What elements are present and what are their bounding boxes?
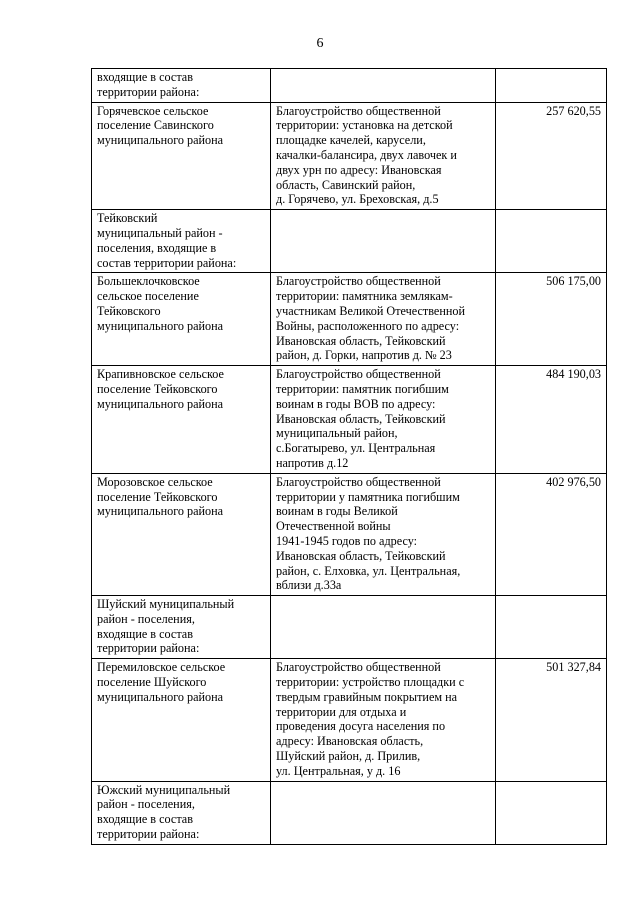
text-line: воинам в годы ВОВ по адресу: — [276, 396, 436, 411]
text-line: Ивановская область, Тейковский — [276, 411, 446, 426]
text-line: Ивановская область, Тейковский — [276, 333, 446, 348]
text-line: район, д. Горки, напротив д. № 23 — [276, 348, 452, 363]
text-line: муниципальный район, — [276, 426, 398, 441]
description-cell — [271, 366, 496, 474]
amount-cell — [496, 69, 607, 103]
text-line: Большеклочковское — [97, 274, 200, 289]
text-line: Южский муниципальный — [97, 782, 231, 797]
text-line: район - поселения, — [97, 797, 195, 812]
text-line: поселение Шуйского — [97, 675, 207, 690]
text-line: Ивановская область, Тейковский — [276, 548, 446, 563]
text-line: состав территории района: — [97, 255, 237, 270]
description-cell — [271, 102, 496, 210]
table-row — [92, 210, 607, 273]
text-line: напротив д.12 — [276, 455, 349, 470]
text-line: проведения досуга населения по — [276, 719, 446, 734]
text-line: Благоустройство общественной — [276, 103, 441, 118]
text-line: область, Савинский район, — [276, 177, 416, 192]
text-line: входящие в состав — [97, 812, 193, 827]
amount-cell: 484 190,03 — [496, 366, 607, 474]
text-line: качалки-балансира, двух лавочек и — [276, 147, 457, 162]
text-line: территории района: — [97, 84, 200, 99]
page-number: 6 — [316, 36, 324, 51]
amount-cell — [496, 210, 607, 273]
description-cell — [271, 781, 496, 844]
text-line: муниципального района — [97, 396, 224, 411]
text-line: Благоустройство общественной — [276, 367, 441, 382]
table-row — [92, 473, 607, 595]
table-row — [92, 366, 607, 474]
text-line: Шуйский муниципальный — [97, 597, 235, 612]
text-line: воинам в годы Великой — [276, 504, 398, 519]
text-line: муниципального района — [97, 318, 224, 333]
territory-cell — [92, 102, 271, 210]
text-line: вблизи д.33а — [276, 578, 342, 593]
text-line: Горячевское сельское — [97, 103, 209, 118]
description-cell — [271, 69, 496, 103]
text-line: территории: памятник погибшим — [276, 381, 449, 396]
description-cell — [271, 273, 496, 366]
text-line: входящие в состав — [97, 70, 193, 84]
text-line: территории района: — [97, 827, 200, 842]
text-line: территории для отдыха и — [276, 704, 407, 719]
territory-cell — [92, 596, 271, 659]
territory-cell — [92, 273, 271, 366]
text-line: район - поселения, — [97, 611, 195, 626]
text-line: Шуйский район, д. Прилив, — [276, 749, 421, 764]
text-line: адресу: Ивановская область, — [276, 734, 424, 749]
amount-cell — [496, 596, 607, 659]
text-line: муниципального района — [97, 504, 224, 519]
text-line: территории: установка на детской — [276, 118, 453, 133]
amount-cell: 402 976,50 — [496, 473, 607, 595]
territory-cell — [92, 473, 271, 595]
table-row — [92, 273, 607, 366]
description-cell — [271, 659, 496, 781]
text-line: муниципального района — [97, 133, 224, 148]
territory-cell — [92, 69, 271, 103]
amount-cell: 501 327,84 — [496, 659, 607, 781]
text-line: поселения, входящие в — [97, 240, 217, 255]
text-line: муниципальный район - — [97, 225, 223, 240]
text-line: Отечественной войны — [276, 519, 391, 534]
description-cell — [271, 210, 496, 273]
funding-table — [91, 68, 607, 845]
text-line: Благоустройство общественной — [276, 274, 441, 289]
text-line: территории: устройство площадки с — [276, 675, 465, 690]
text-line: двух урн по адресу: Ивановская — [276, 162, 442, 177]
text-line: муниципального района — [97, 689, 224, 704]
table-row — [92, 596, 607, 659]
text-line: ул. Центральная, у д. 16 — [276, 763, 401, 778]
table-row — [92, 781, 607, 844]
text-line: территории района: — [97, 641, 200, 656]
text-line: 1941-1945 годов по адресу: — [276, 533, 418, 548]
text-line: Тейковский — [97, 211, 158, 226]
description-cell — [271, 473, 496, 595]
text-line: Перемиловское сельское — [97, 660, 226, 675]
amount-cell — [496, 781, 607, 844]
text-line: Войны, расположенного по адресу: — [276, 318, 460, 333]
territory-cell — [92, 366, 271, 474]
table-body — [92, 69, 607, 845]
text-line: входящие в состав — [97, 626, 193, 641]
amount-cell: 506 175,00 — [496, 273, 607, 366]
text-line: поселение Савинского — [97, 118, 214, 133]
text-line: д. Горячево, ул. Бреховская, д.5 — [276, 192, 439, 207]
territory-cell — [92, 659, 271, 781]
text-line: поселение Тейковского — [97, 381, 218, 396]
table-row — [92, 102, 607, 210]
text-line: Крапивновское сельское — [97, 367, 224, 382]
text-line: территории: памятника землякам- — [276, 289, 453, 304]
territory-cell — [92, 210, 271, 273]
text-line: участникам Великой Отечественной — [276, 303, 465, 318]
description-cell — [271, 596, 496, 659]
text-line: Благоустройство общественной — [276, 474, 441, 489]
text-line: твердым гравийным покрытием на — [276, 689, 458, 704]
territory-cell — [92, 781, 271, 844]
text-line: сельское поселение — [97, 289, 199, 304]
text-line: район, с. Елховка, ул. Центральная, — [276, 563, 461, 578]
text-line: Морозовское сельское — [97, 474, 213, 489]
text-line: площадке качелей, карусели, — [276, 133, 426, 148]
text-line: Благоустройство общественной — [276, 660, 441, 675]
text-line: Тейковского — [97, 303, 161, 318]
text-line: территории у памятника погибшим — [276, 489, 460, 504]
text-line: поселение Тейковского — [97, 489, 218, 504]
table-row — [92, 659, 607, 781]
table-row — [92, 69, 607, 103]
amount-cell: 257 620,55 — [496, 102, 607, 210]
text-line: с.Богатырево, ул. Центральная — [276, 441, 436, 456]
